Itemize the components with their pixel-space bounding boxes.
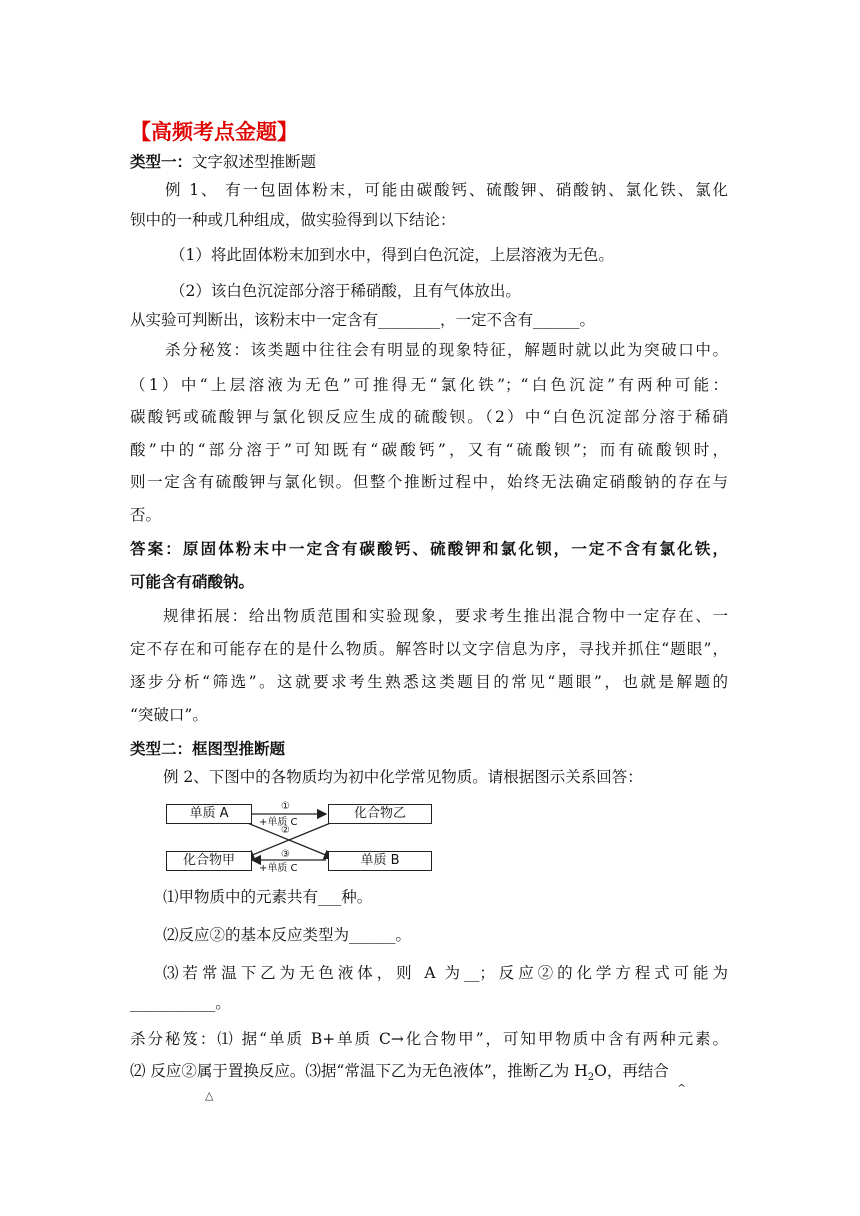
ex1-line1: 例 1、 有一包固体粉末，可能由碳酸钙、硫酸钾、硝酸钠、氯化铁、氯化 [165, 181, 728, 199]
caret-mark: ^ [677, 1082, 687, 1095]
reaction-diagram [163, 798, 435, 876]
type1-heading [130, 152, 316, 172]
tip1-line4: 酸”中的“部分溶于”可知既有“碳酸钙”，又有“硫酸钡”；而有硫酸钡时， [130, 441, 728, 459]
tip1-line5: 则一定含有硫酸钾与氯化钡。但整个推断过程中，始终无法确定硝酸钠的存在与 [130, 473, 728, 491]
q2-part2: ⑵反应②的基本反应类型为______。 [163, 926, 412, 944]
triangle-mark: △ [205, 1089, 214, 1102]
tip1-line2: （1）中“上层溶液为无色”可推得无“氯化铁”；“白色沉淀”有两种可能： [130, 376, 728, 394]
q2-part3-blank: ___________。 [130, 994, 231, 1012]
answer-line1: 答案：原固体粉末中一定含有碳酸钙、硫酸钾和氯化钡，一定不含有氯化铁， [130, 539, 728, 558]
rule-line1: 规律拓展：给出物质范围和实验现象，要求考生推出混合物中一定存在、一 [163, 607, 728, 625]
label-reaction-3-condition: +单质 C [259, 863, 298, 874]
type1-text: 文字叙述型推断题 [192, 153, 317, 171]
box-compound-yi: 化合物乙 [328, 804, 432, 824]
rule-line3: 逐步分析“筛选”。这就要求考生熟悉这类题目的常见“题眼”，也就是解题的 [130, 673, 728, 691]
tip2-line2-b: O，再结合 [594, 1062, 669, 1080]
tip2-line2 [130, 1061, 669, 1088]
ex1-line2: 钡中的一种或几种组成，做实验得到以下结论： [130, 211, 456, 229]
type1-label: 类型一： [130, 152, 193, 171]
tip1-line3: 碳酸钙或硫酸钾与氯化钡反应生成的硫酸钡。（2）中“白色沉淀部分溶于稀硝 [130, 408, 728, 426]
section-heading: 【高频考点金题】 [130, 120, 298, 144]
rule-line4: “突破口”。 [130, 706, 208, 724]
answer-line2: 可能含有硝酸钠。 [130, 572, 255, 591]
q2-part1: ⑴甲物质中的元素共有___种。 [163, 888, 373, 906]
box-compound-jia: 化合物甲 [166, 851, 252, 871]
q2-part3: ⑶若常温下乙为无色液体，则 A 为__；反应②的化学方程式可能为 [163, 964, 728, 982]
ex1-condition2: （2）该白色沉淀部分溶于稀硝酸，且有气体放出。 [170, 282, 521, 300]
label-reaction-1: ① [281, 801, 290, 812]
label-reaction-3: ③ [281, 849, 290, 860]
rule-line2: 定不存在和可能存在的是什么物质。解答时以文字信息为序，寻找并抓住“题眼”， [130, 640, 728, 658]
tip1-line1: 杀分秘笈：该类题中往往会有明显的现象特征，解题时就以此为突破口中。 [165, 341, 728, 359]
type2-heading: 类型二：框图型推断题 [130, 739, 286, 758]
ex1-question: 从实验可判断出，该粉末中一定含有________，一定不含有______。 [130, 311, 596, 329]
tip2-line1: 杀分秘笈：⑴ 据“单质 B+单质 C→化合物甲”，可知甲物质中含有两种元素。 [130, 1030, 728, 1048]
tip1-line6: 否。 [130, 506, 162, 524]
box-element-b: 单质 B [328, 851, 432, 871]
ex1-condition1: （1）将此固体粉末加到水中，得到白色沉淀，上层溶液为无色。 [170, 246, 614, 264]
tip2-subscript: 2 [587, 1072, 595, 1084]
label-reaction-1-condition: +单质 C [259, 817, 298, 828]
tip2-line2-a: ⑵ 反应②属于置换反应。⑶据“常温下乙为无色液体”，推断乙为 H [130, 1062, 588, 1080]
box-element-a: 单质 A [166, 804, 252, 824]
ex2-line1: 例 2、下图中的各物质均为初中化学常见物质。请根据图示关系回答： [163, 768, 643, 786]
label-reaction-2: ② [281, 825, 290, 836]
